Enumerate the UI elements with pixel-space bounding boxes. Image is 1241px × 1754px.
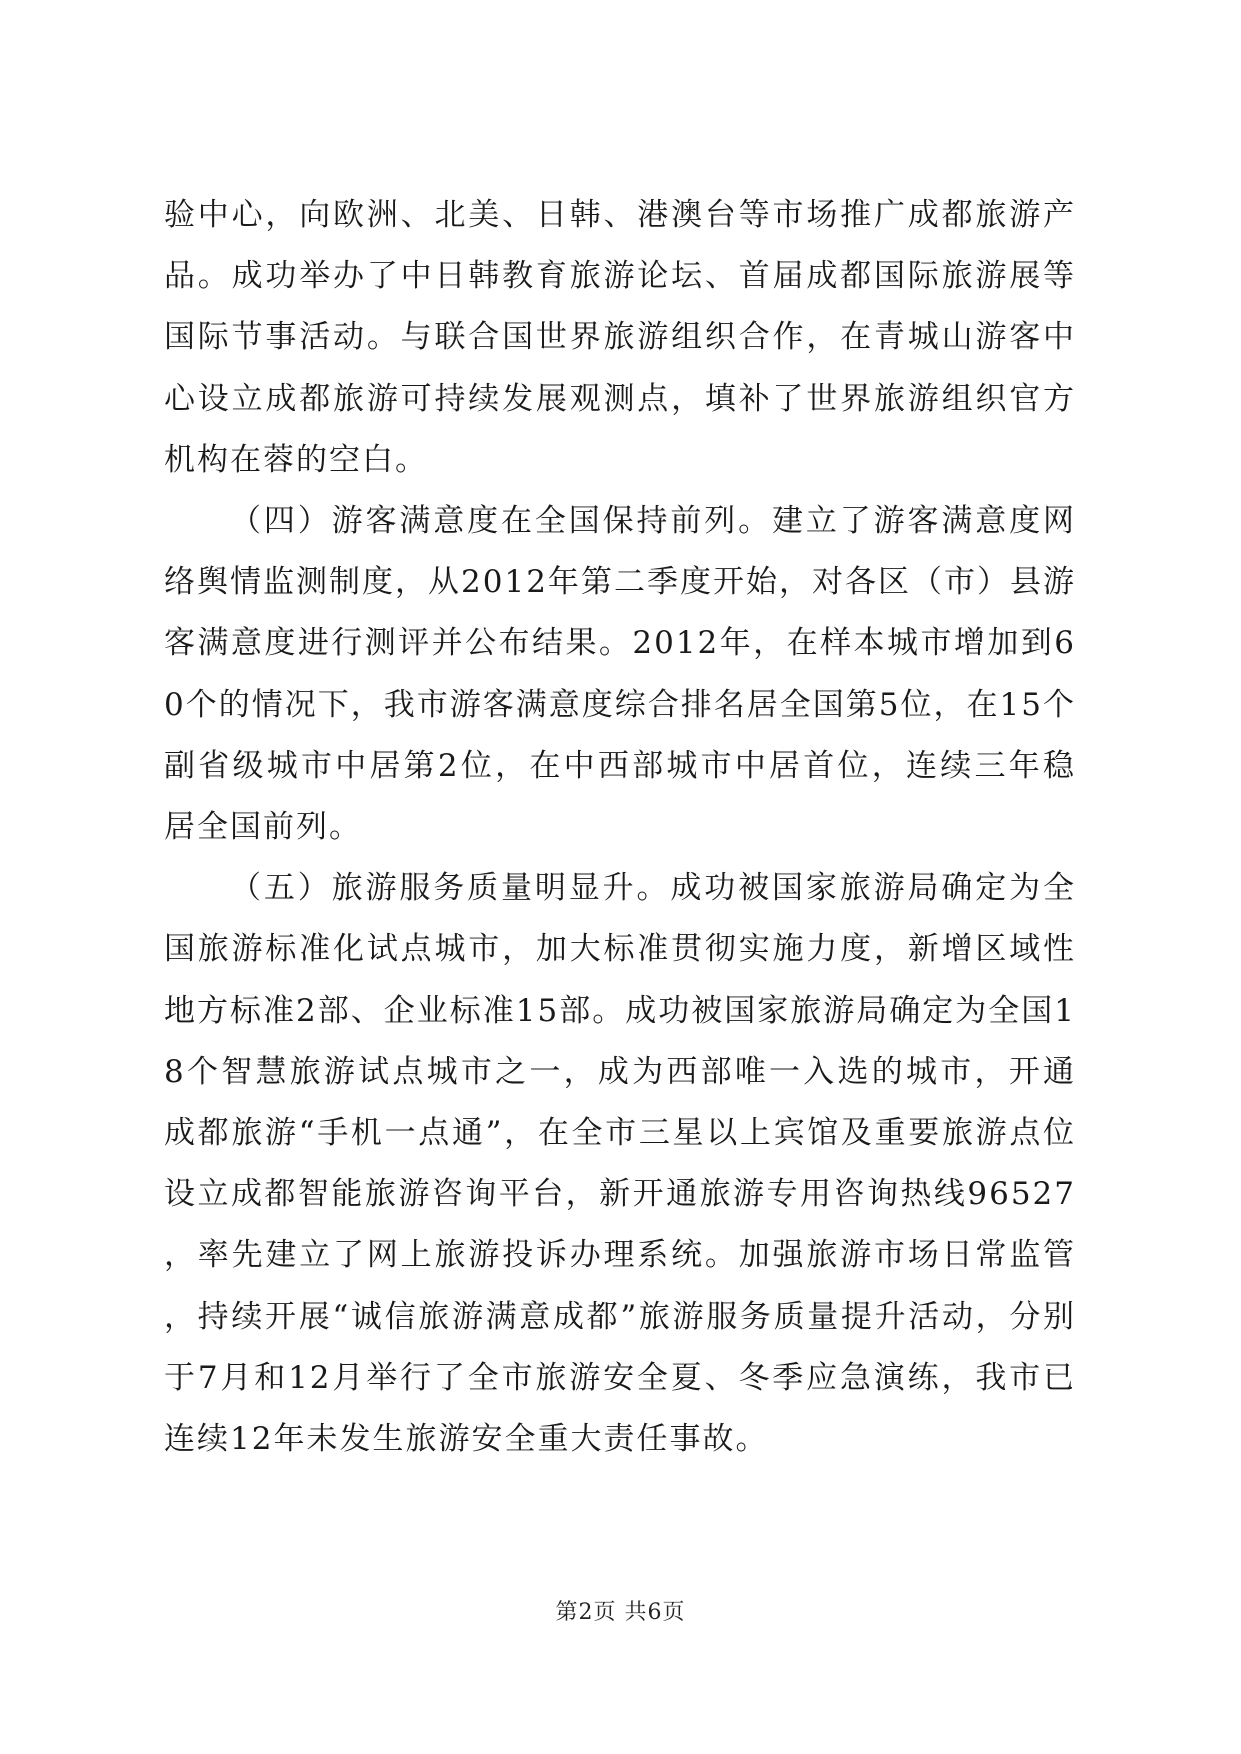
- paragraph-visitor-satisfaction: （四）游客满意度在全国保持前列。建立了游客满意度网络舆情监测制度，从2012年第二季度开始，对各区（市）县游客满意度进行测评并公布结果。2012年，在样本城市增加到60个的情况下，我市游客满意度综合排名居全国第5位，在15个副省级城市中居第2位，在中西部城市中居首位，连续三年稳居全国前列。: [164, 503, 1076, 846]
- paragraph-service-quality: （五）旅游服务质量明显升。成功被国家旅游局确定为全国旅游标准化试点城市，加大标准贯彻实施力度，新增区域性地方标准2部、企业标准15部。成功被国家旅游局确定为全国18个智慧旅游试点城市之一，成为西部唯一入选的城市，开通成都旅游“手机一点通”，在全市三星以上宾馆及重要旅游点位设立成都智能旅游咨询平台，新开通旅游专用咨询热线96527，率先建立了网上旅游投诉办理系统。加强旅游市场日常监管，持续开展“诚信旅游满意成都”旅游服务质量提升活动，分别于7月和12月举行了全市旅游安全夏、冬季应急演练，我市已连续12年未发生旅游安全重大责任事故。: [164, 870, 1076, 1458]
- paragraph-continued: 验中心，向欧洲、北美、日韩、港澳台等市场推广成都旅游产品。成功举办了中日韩教育旅游论坛、首届成都国际旅游展等国际节事活动。与联合国世界旅游组织合作，在青城山游客中心设立成都旅游可持续发展观测点，填补了世界旅游组织官方机构在蓉的空白。: [164, 197, 1076, 478]
- page-footer: 第2页 共6页: [555, 1600, 686, 1625]
- document-body: [164, 185, 1076, 1470]
